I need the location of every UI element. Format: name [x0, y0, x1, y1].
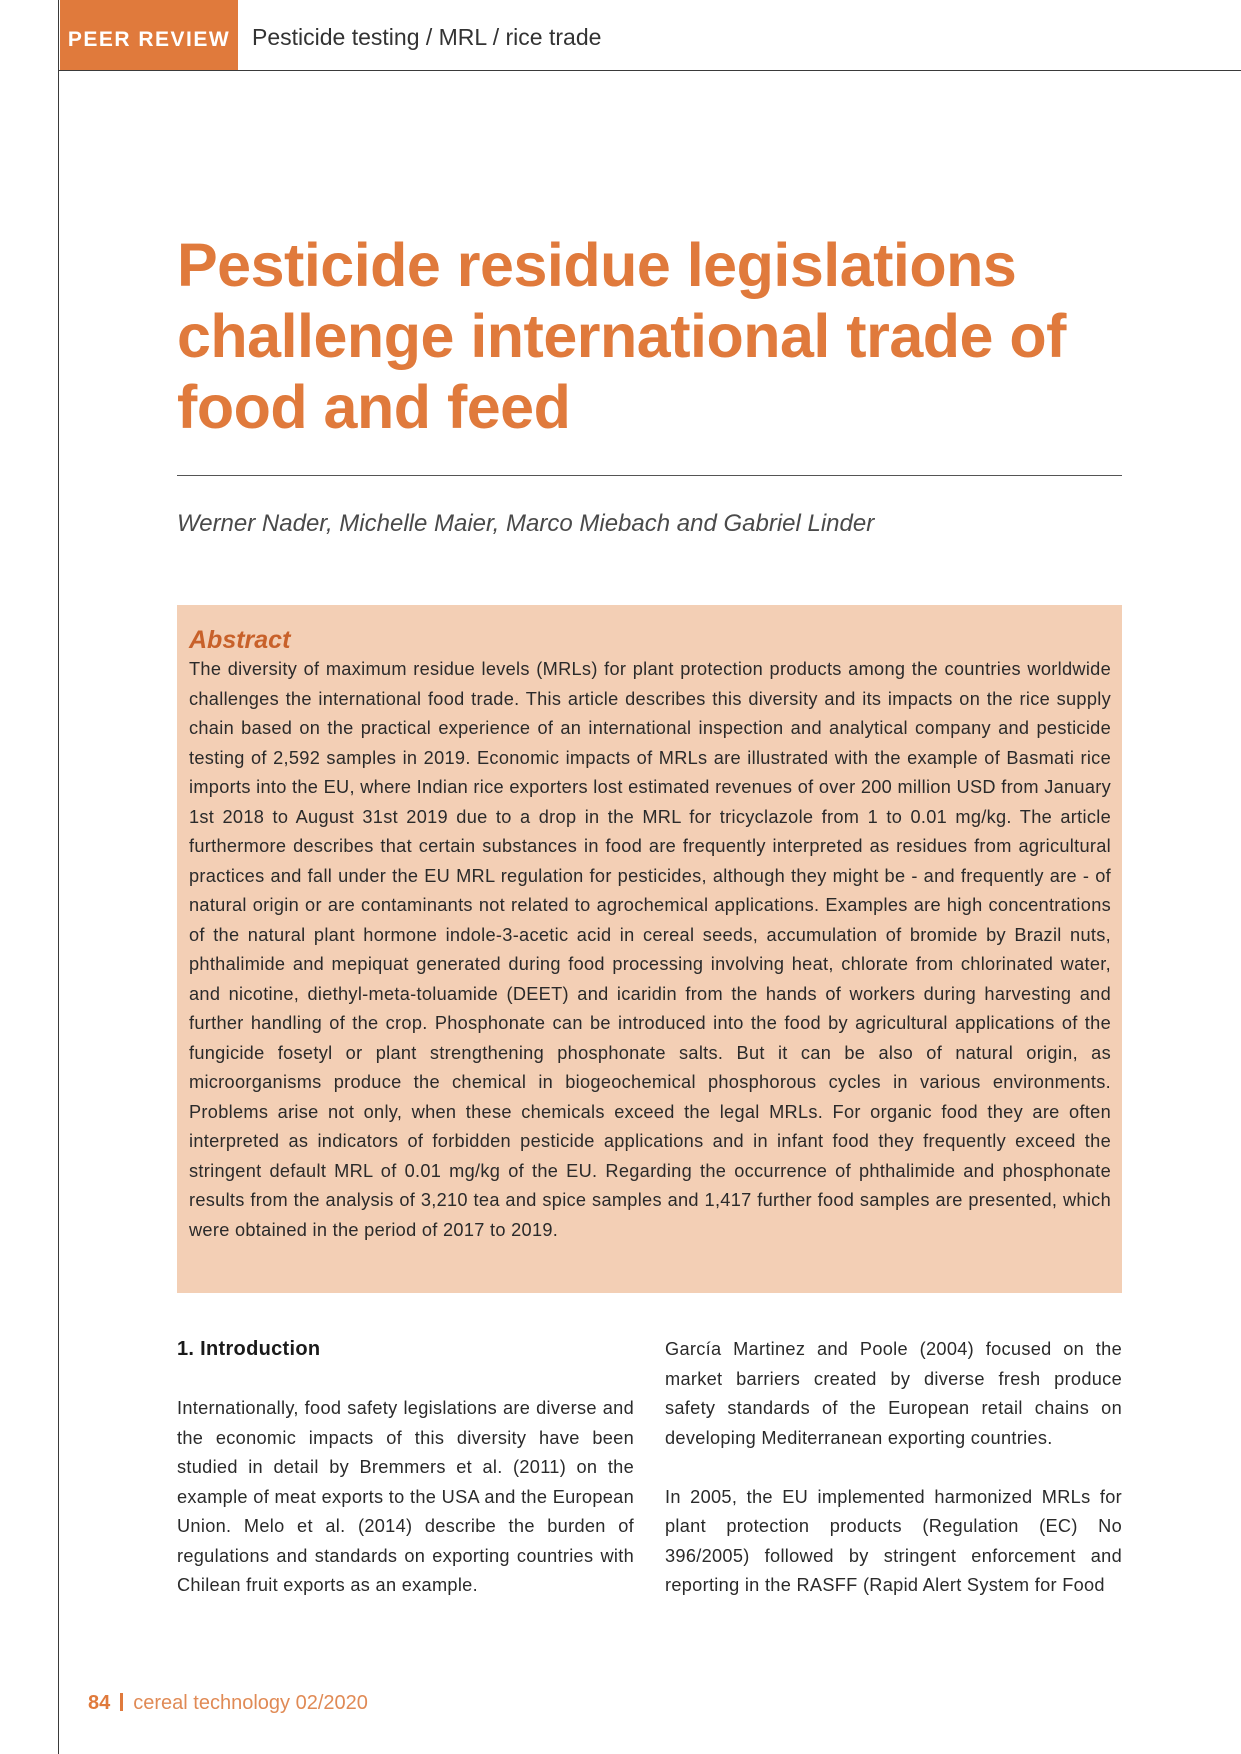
abstract-heading: Abstract [189, 626, 291, 654]
page-footer [88, 1692, 368, 1715]
article-authors: Werner Nader, Michelle Maier, Marco Miebach and Gabriel Linder [177, 510, 875, 537]
footer-separator [120, 1693, 123, 1711]
abstract-box [177, 605, 1122, 1293]
page-number: 84 [88, 1692, 111, 1714]
intro-paragraph: Internationally, food safety legislations are diverse and the economic impacts of this diversity have been studied in detail by Bremmers et al. (2011) on the example of meat exports to the USA and the European Union. Melo et al. (2014) describe the burden of regulations and standards on exporting countries with Chilean fruit exports as an example. [177, 1398, 634, 1595]
left-margin-rule [58, 0, 59, 1754]
publication-name: cereal technology 02/2020 [133, 1692, 368, 1714]
body-column-left [177, 1335, 634, 1630]
title-divider [177, 475, 1122, 476]
abstract-text: The diversity of maximum residue levels (MRLs) for plant protection products among the countries worldwide challenges the international food trade. This article describes this diversity and its impacts on the rice supply chain based on the practical experience of an international inspection and analytical company and pesticide testing of 2,592 samples in 2019. Economic impacts of MRLs are illustrated with the example of Basmati rice imports into the EU, where Indian rice exporters lost estimated revenues of over 200 million USD from January 1st 2018 to August 31st 2019 due to a drop in the MRL for tricyclazole from 1 to 0.01 mg/kg. The article furthermore describes that certain substances in food are frequently interpreted as residues from agricultural practices and fall under the EU MRL regulation for pesticides, although they might be - and frequently are - of natural origin or are contaminants not related to agrochemical applications. Examples are high concentrations of the natural plant hormone indole-3-acetic acid in cereal seeds, accumulation of bromide by Brazil nuts, phthalimide and mepiquat generated during food processing involving heat, chlorate from chlorinated water, and nicotine, diethyl-meta-toluamide (DEET) and icaridin from the hands of workers during harvesting and further handling of the crop. Phosphonate can be introduced into the food by agricultural applications of the fungicide fosetyl or plant strengthening phosphonate salts. But it can be also of natural origin, as microorganisms produce the chemical in biogeochemical phosphorous cycles in various environments. Problems arise not only, when these chemicals exceed the legal MRLs. For organic food they are often interpreted as indicators of forbidden pesticide applications and in infant food they frequently exceed the stringent default MRL of 0.01 mg/kg of the EU. Regarding the occurrence of phthalimide and phosphonate results from the analysis of 3,210 tea and spice samples and 1,417 further food samples are presented, which were obtained in the period of 2017 to 2019. [189, 659, 1111, 1240]
body-paragraph: In 2005, the EU implemented harmonized MRLs for plant protection products (Regulation (EC) No 396/2005) followed by stringent enforcement and reporting in the RASFF (Rapid Alert System for Food [665, 1486, 1122, 1595]
body-column-right [665, 1335, 1122, 1630]
header-rule [58, 70, 1241, 71]
peer-review-tag: PEER REVIEW [60, 0, 238, 70]
introduction-heading: 1. Introduction [177, 1338, 321, 1360]
section-label: Pesticide testing / MRL / rice trade [252, 24, 602, 50]
body-paragraph: García Martinez and Poole (2004) focused on the market barriers created by diverse fresh produce safety standards of the European retail chains on developing Mediterranean exporting countries. [665, 1339, 1122, 1448]
article-title: Pesticide residue legislations challenge international trade of food and feed [177, 231, 1066, 441]
